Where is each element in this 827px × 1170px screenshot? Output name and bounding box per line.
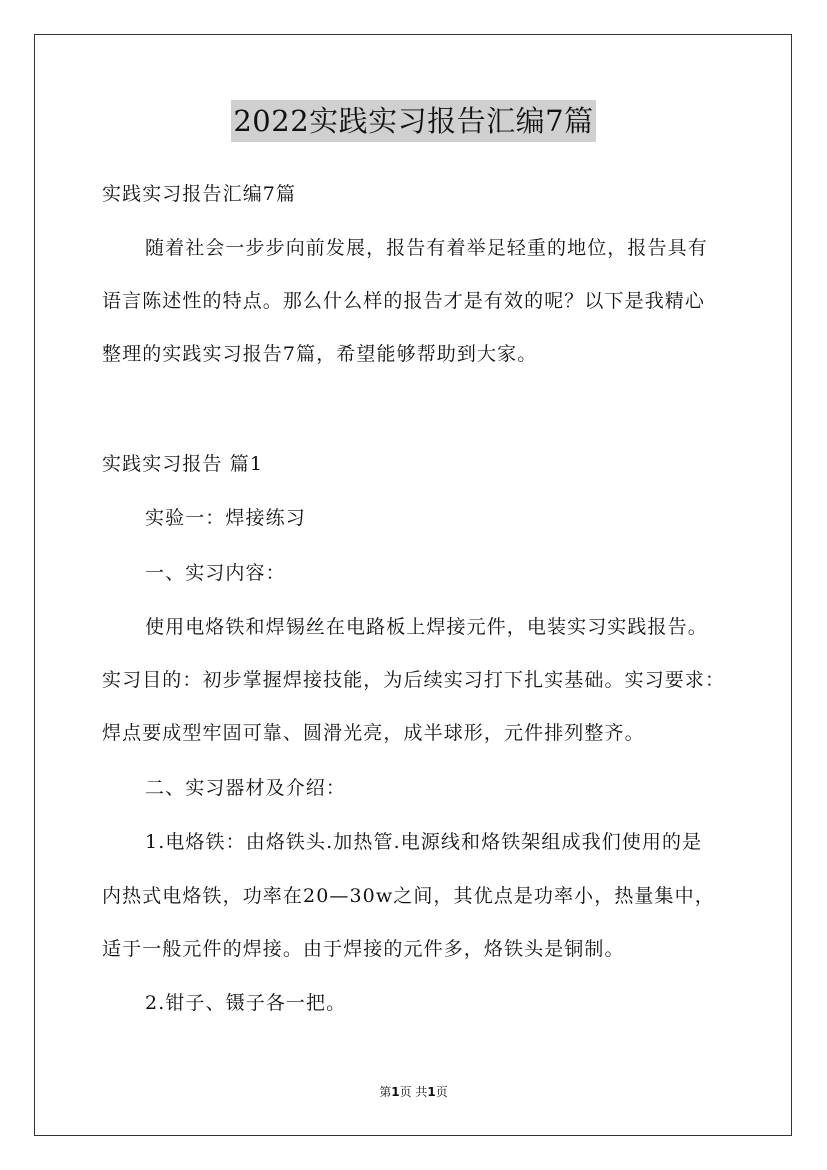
content-line-2: 实习目的：初步掌握焊接技能，为后续实习打下扎实基础。实习要求： xyxy=(102,669,726,691)
document-subtitle: 实践实习报告汇编7篇 xyxy=(102,183,297,205)
item1-line-3: 适于一般元件的焊接。由于焊接的元件多，烙铁头是铜制。 xyxy=(102,938,625,960)
content-heading: 一、实习内容： xyxy=(145,562,286,584)
footer-page-number: 1 xyxy=(391,1085,400,1099)
footer-mid: 页 共 xyxy=(399,1085,428,1099)
intro-line-1: 随着社会一步步向前发展，报告有着举足轻重的地位，报告具有 xyxy=(145,237,708,259)
footer-suffix: 页 xyxy=(435,1085,448,1099)
intro-line-2: 语言陈述性的特点。那么什么样的报告才是有效的呢？以下是我精心 xyxy=(102,290,706,312)
page-footer xyxy=(0,1084,827,1100)
item1-line-2: 内热式电烙铁，功率在20—30w之间，其优点是功率小，热量集中， xyxy=(102,885,715,907)
equipment-heading: 二、实习器材及介绍： xyxy=(145,777,347,799)
footer-page-total: 1 xyxy=(427,1085,436,1099)
experiment-title: 实验一：焊接练习 xyxy=(145,507,306,529)
footer-prefix: 第 xyxy=(379,1085,392,1099)
content-line-1: 使用电烙铁和焊锡丝在电路板上焊接元件，电装实习实践报告。 xyxy=(145,616,708,638)
intro-line-3: 整理的实践实习报告7篇，希望能够帮助到大家。 xyxy=(102,343,538,365)
document-title: 2022实践实习报告汇编7篇 xyxy=(231,100,595,142)
section-heading: 实践实习报告 篇1 xyxy=(102,453,264,475)
item2-line: 2.钳子、镊子各一把。 xyxy=(145,992,347,1014)
content-line-3: 焊点要成型牢固可靠、圆滑光亮，成半球形，元件排列整齐。 xyxy=(102,722,645,744)
item1-line-1: 1.电烙铁：由烙铁头.加热管.电源线和烙铁架组成我们使用的是 xyxy=(145,831,703,853)
title-container xyxy=(0,100,827,142)
